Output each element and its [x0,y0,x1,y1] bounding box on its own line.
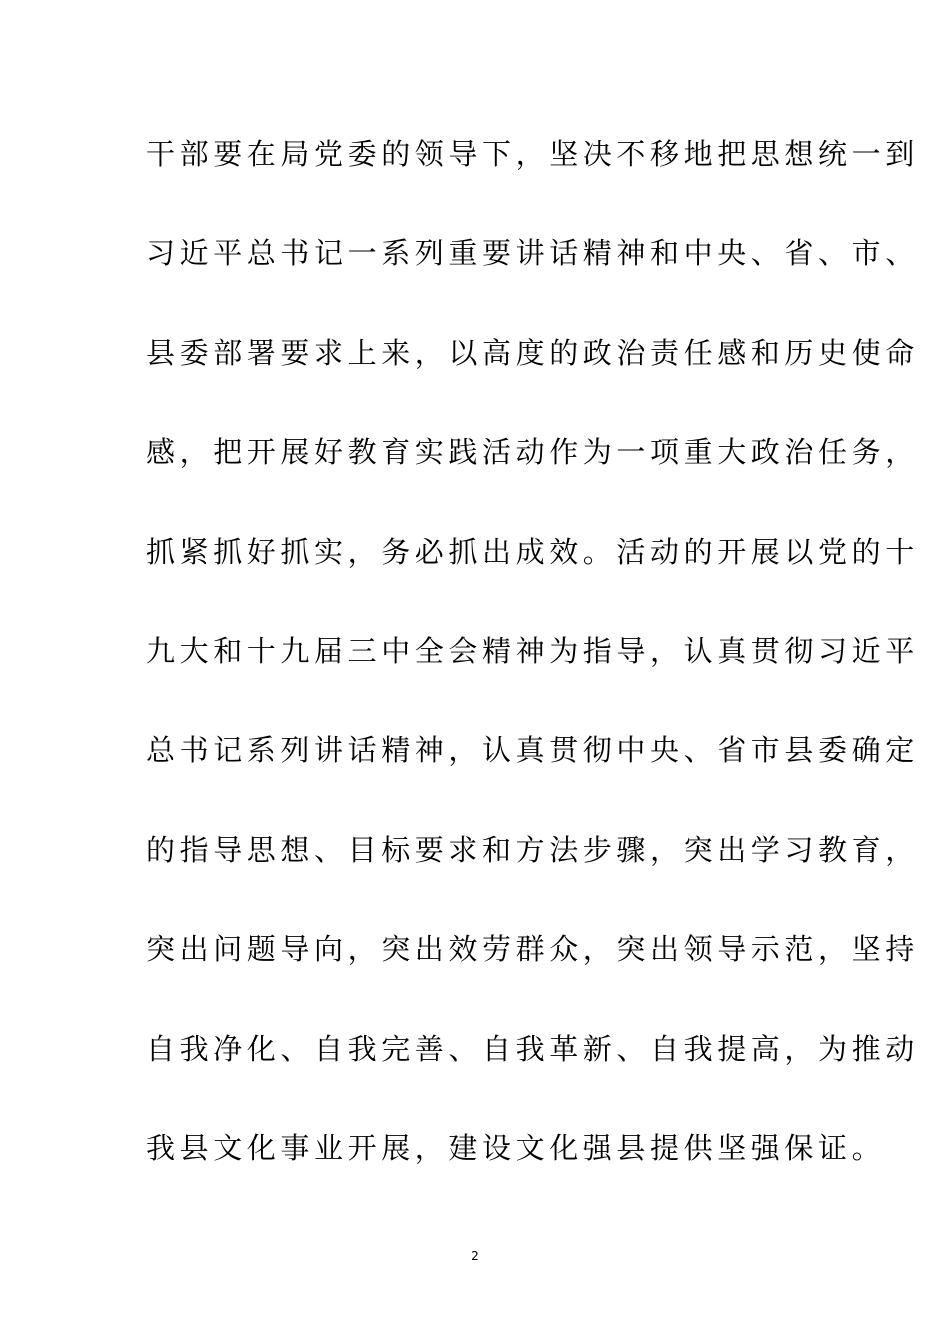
text-line: 自我净化、自我完善、自我革新、自我提高，为推动 [146,1031,919,1066]
page-number: 2 [471,1249,479,1263]
text-line: 干部要在局党委的领导下，坚决不移地把思想统一到 [146,137,919,171]
text-line: 突出问题导向，突出效劳群众，突出领导示范，坚持 [146,932,919,967]
text-line: 县委部署要求上来，以高度的政治责任感和历史使命 [146,335,919,370]
text-line: 我县文化事业开展，建设文化强县提供坚强保证。 [146,1130,886,1165]
text-line: 的指导思想、目标要求和方法步骤，突出学习教育， [146,832,919,867]
text-line: 抓紧抓好抓实，务必抓出成效。活动的开展以党的十 [146,534,919,569]
text-line: 九大和十九届三中全会精神为指导，认真贯彻习近平 [146,633,919,668]
text-line: 总书记系列讲话精神，认真贯彻中央、省市县委确定 [146,733,919,768]
text-line: 感，把开展好教育实践活动作为一项重大政治任务， [146,435,919,470]
text-line: 习近平总书记一系列重要讲话精神和中央、省、市、 [146,236,919,271]
body-paragraph [146,126,919,1219]
